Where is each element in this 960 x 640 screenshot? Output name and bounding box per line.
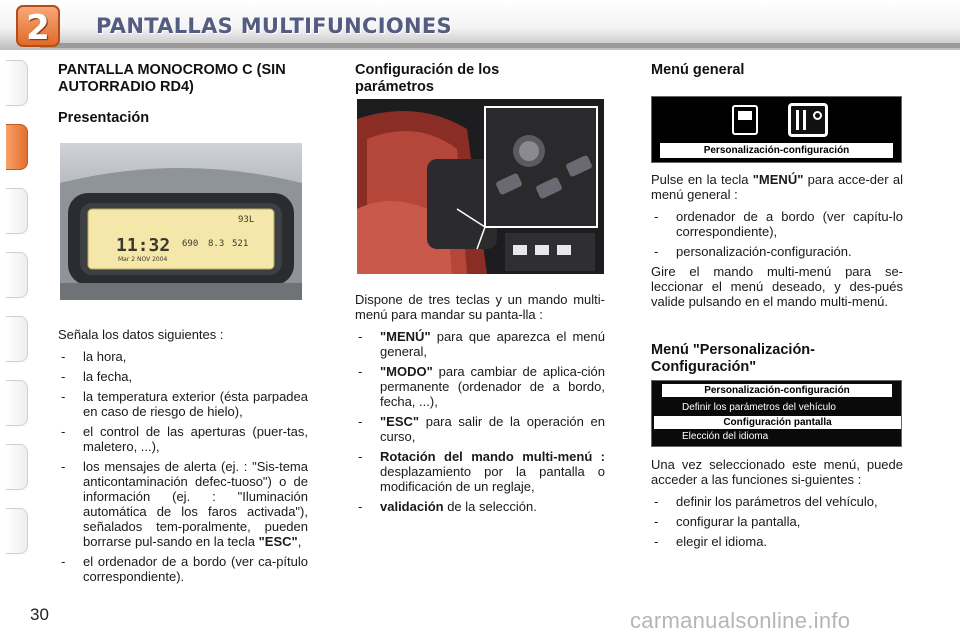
intro-text: Señala los datos siguientes : — [58, 327, 224, 342]
list-item: - la temperatura exterior (ésta parpadea en caso de riesgo de hielo), — [58, 389, 308, 419]
display-time: 11:32 — [116, 235, 171, 256]
chapter-tab-5[interactable] — [6, 316, 28, 362]
page-header — [0, 0, 960, 50]
list-item-mode-key — [355, 364, 605, 409]
chapter-tab-1[interactable] — [6, 60, 28, 106]
chapter-tab-2-active[interactable] — [6, 124, 28, 170]
page-number: 30 — [30, 605, 49, 624]
list-item: - la fecha, — [58, 369, 308, 384]
display-value-2: 8.3 — [208, 239, 225, 249]
rotate-instruction: Gire el mando multi-menú para se-leccionar el menú deseado, y des-pués valide pulsando en el mando multi-menú. — [651, 264, 903, 309]
list-item: - el control de las aperturas (puer-tas, maletero, ...), — [58, 424, 308, 454]
display-value-1: 690 — [182, 239, 199, 249]
column-general-menu — [651, 62, 903, 79]
general-menu-screen — [651, 96, 902, 163]
list-item-validation — [355, 499, 605, 514]
screen-row-vehicle: Definir los parámetros del vehículo — [682, 402, 836, 413]
display-top-right-value: 93L — [238, 215, 255, 225]
column-personalization-text — [651, 457, 903, 554]
functions-list — [651, 494, 903, 549]
display-date: Mar 2 NOV 2004 — [118, 256, 168, 263]
list-item: - personalización-configuración. — [651, 244, 903, 259]
display-value-3: 521 — [232, 239, 249, 249]
list-item-text: desplazamiento por la pantalla o modificación de un reglaje, — [380, 464, 605, 494]
mode-key-label: "MODO" — [380, 364, 433, 379]
menu-screen-label: Personalización-configuración — [660, 143, 893, 158]
list-item-rotation — [355, 449, 605, 494]
chapter-badge: 2 — [16, 5, 60, 47]
column-personalization — [651, 342, 903, 376]
column-monochrome-display — [58, 62, 313, 127]
dashboard-photo-illustration — [60, 143, 302, 300]
column-configuration-text — [355, 292, 605, 519]
esc-key-label: "ESC" — [380, 414, 420, 429]
instruction-text: para acce-der al menú general : — [651, 172, 903, 202]
instruction-text: Pulse en la tecla — [651, 172, 753, 187]
subheading-presentation: Presentación — [58, 110, 150, 126]
chapter-tabs — [0, 60, 30, 580]
list-item: - elegir el idioma. — [651, 534, 903, 549]
list-item: - definir los parámetros del vehículo, — [651, 494, 903, 509]
watermark: carmanualsonline.info — [630, 608, 851, 633]
screen-row-display-selected: Configuración pantalla — [654, 416, 901, 429]
list-item: - ordenador de a bordo (ver capítu-lo correspondiente), — [651, 209, 903, 239]
console-photo-illustration — [357, 99, 604, 274]
chapter-tab-3[interactable] — [6, 188, 28, 234]
list-item-alert-messages — [58, 459, 308, 549]
fuel-pump-icon — [732, 105, 758, 135]
list-item-text: para salir de la operación en curso, — [380, 414, 605, 444]
chapter-tab-6[interactable] — [6, 380, 28, 426]
menu-key-label: "MENÚ" — [752, 172, 804, 187]
rotation-label: Rotación del mando multi-menú : — [380, 449, 605, 464]
display-data-list — [58, 349, 308, 584]
dashboard-display-photo — [60, 143, 302, 300]
general-menu-list — [651, 209, 903, 259]
keys-list — [355, 329, 605, 514]
screen-title: Personalización-configuración — [662, 384, 892, 397]
list-item: - configurar la pantalla, — [651, 514, 903, 529]
column-monochrome-text — [58, 327, 308, 589]
list-item-menu-key — [355, 329, 605, 359]
intro-text: Dispone de tres teclas y un mando multi-menú para mandar su panta-lla : — [355, 292, 605, 322]
header-rule — [40, 43, 960, 48]
menu-key-instruction — [651, 172, 903, 202]
esc-key-label: "ESC" — [258, 534, 298, 549]
validation-label: validación — [380, 499, 444, 514]
chapter-tab-8[interactable] — [6, 508, 28, 554]
list-item-text: los mensajes de alerta (ej. : "Sis-tema anticontaminación defec-tuoso") o de información (ej. : "Iluminación automática de los faros activada"), señalados tem-poralmente, pueden borrarse pul-sando en la tecla — [83, 459, 308, 549]
menu-key-label: "MENÚ" — [380, 329, 431, 344]
settings-icon — [788, 103, 828, 137]
list-item-text: de la selección. — [443, 499, 537, 514]
list-item-text: para cambiar de aplica-ción permanente (ordenador de a bordo, fecha, ...), — [380, 364, 605, 409]
section-heading-configuration: Configuración de los parámetros — [355, 62, 500, 95]
column-general-menu-text — [651, 172, 903, 316]
section-heading-general-menu: Menú general — [651, 62, 745, 78]
section-heading-monochrome: PANTALLA MONOCROMO C (SIN AUTORRADIO RD4) — [58, 62, 286, 95]
console-controls-photo — [357, 99, 604, 274]
column-configuration — [355, 62, 605, 96]
list-item-text: para que aparezca el menú general, — [380, 329, 605, 359]
page-title: PANTALLAS MULTIFUNCIONES — [96, 14, 452, 38]
personalization-menu-screen — [651, 380, 902, 447]
list-item: - la hora, — [58, 349, 308, 364]
chapter-tab-7[interactable] — [6, 444, 28, 490]
chapter-tab-4[interactable] — [6, 252, 28, 298]
list-item-esc-key — [355, 414, 605, 444]
screen-row-language: Elección del idioma — [682, 431, 769, 442]
section-heading-personalization: Menú "Personalización-Configuración" — [651, 342, 815, 375]
functions-intro: Una vez seleccionado este menú, puede acceder a las funciones si-guientes : — [651, 457, 903, 487]
punctuation: , — [297, 534, 302, 549]
list-item: - el ordenador de a bordo (ver ca-pítulo correspondiente). — [58, 554, 308, 584]
